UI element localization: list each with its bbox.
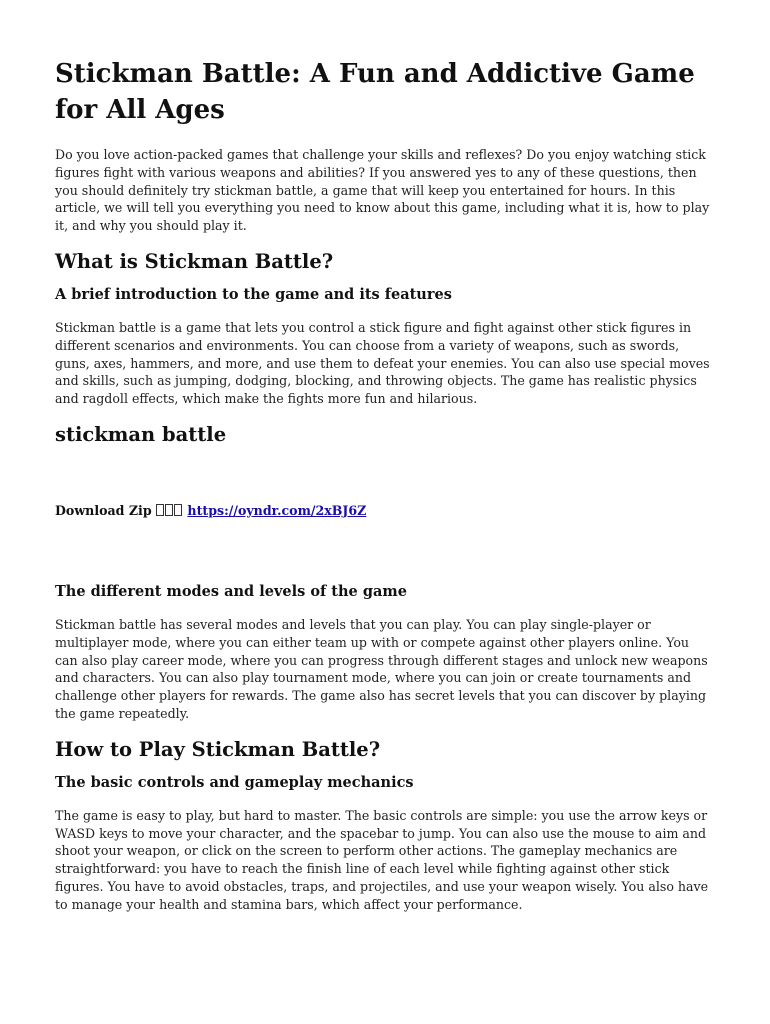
keyword-heading: stickman battle (55, 422, 227, 446)
subheading-modes-levels: The different modes and levels of the game (55, 582, 407, 600)
intro-paragraph: Do you love action-packed games that challenge your skills and reflexes? Do you enjoy watching stick figures fight with various weapons and abilities? If you answered yes to any of these questions, then you should definitely try stickman battle, a game that will keep you entertained for hours. In this article, we will tell you everything you need to know about this game, including what it is, how to play it, and why you should play it. (55, 147, 710, 234)
download-label: Download Zip (55, 502, 152, 518)
download-link[interactable]: https://oyndr.com/2xBJ6Z (187, 502, 367, 518)
introduction-paragraph: Stickman battle is a game that lets you control a stick figure and fight against other stick figures in different scenarios and environments. You can choose from a variety of weapons, such as swords, guns, axes, hammers, and more, and use them to defeat your enemies. You can also use special moves and skills, such as jumping, dodging, blocking, and throwing objects. The game has realistic physics and ragdoll effects, which make the fights more fun and hilarious. (55, 319, 710, 407)
section-heading-what-is: What is Stickman Battle? (55, 249, 334, 273)
section-heading-how-to-play: How to Play Stickman Battle? (55, 737, 381, 761)
modes-paragraph: Stickman battle has several modes and levels that you can play. You can play single-player or multiplayer mode, where you can either team up with or compete against other players online. You can also play career mode, where you can progress through different stages and unlock new weapons and characters. You can also play tournament mode, where you can join or create tournaments and challenge other players for rewards. The game also has secret levels that you can discover by playing the game repeatedly. (55, 616, 708, 721)
page-title: Stickman Battle: A Fun and Addictive Game for All Ages (55, 59, 695, 125)
arrow-glyphs-icon (156, 503, 183, 518)
subheading-introduction: A brief introduction to the game and its features (55, 285, 452, 303)
controls-paragraph: The game is easy to play, but hard to master. The basic controls are simple: you use the arrow keys or WASD keys to move your character, and the spacebar to jump. You can also use the mouse to aim and shoot your weapon, or click on the screen to perform other actions. The gameplay mechanics are straightforward: you have to reach the finish line of each level while fighting against other stick figures. You have to avoid obstacles, traps, and projectiles, and use your weapon wisely. You also have to manage your health and stamina bars, which affect your performance. (55, 807, 709, 912)
subheading-controls: The basic controls and gameplay mechanics (55, 773, 414, 791)
spacer (55, 520, 715, 582)
spacer (55, 458, 715, 502)
download-line (55, 502, 715, 520)
article (55, 56, 715, 928)
